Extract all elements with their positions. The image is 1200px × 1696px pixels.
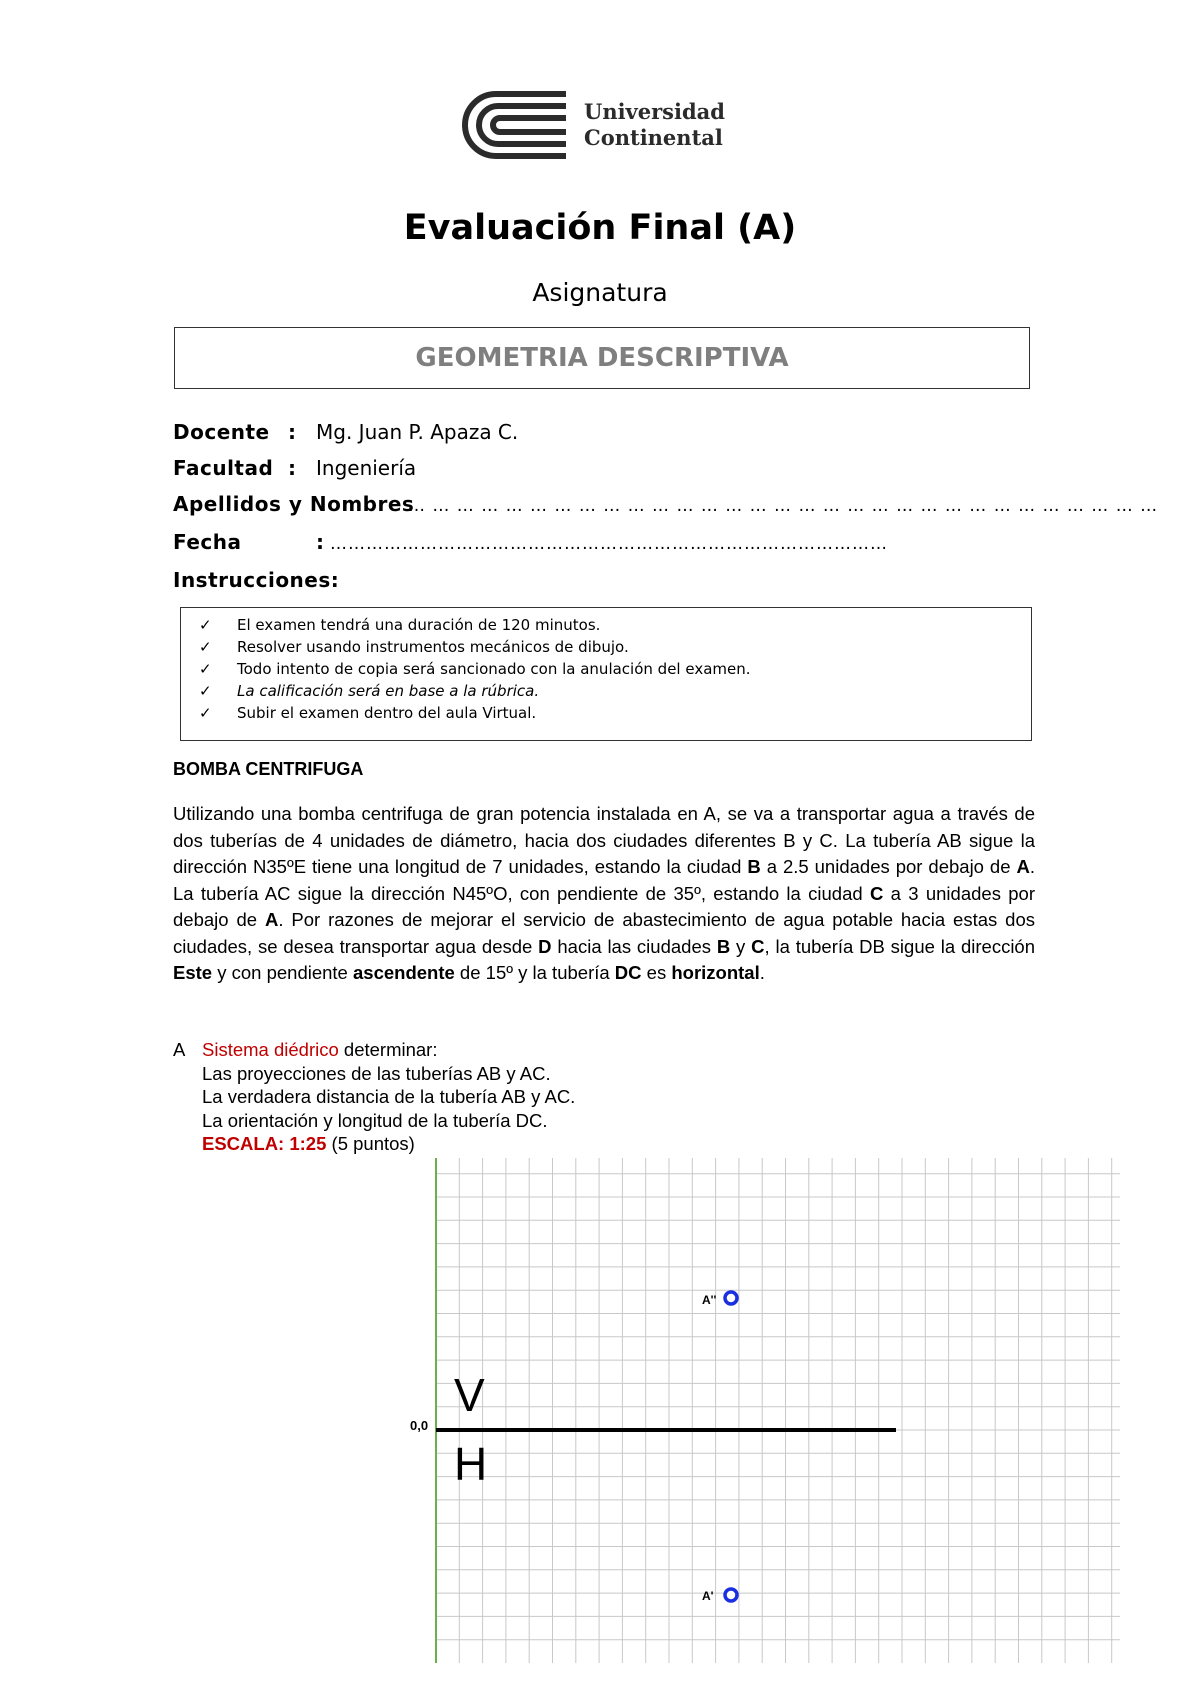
- facultad-label: Facultad: [173, 456, 274, 480]
- docente-colon: :: [288, 420, 296, 444]
- logo-text-line1: Universidad: [584, 99, 725, 124]
- instruction-item: ✓ Todo intento de copia será sancionado con la anulación del examen.: [199, 660, 751, 678]
- instruction-item: ✓ El examen tendrá una duración de 120 minutos.: [199, 616, 601, 634]
- origin-label: 0,0: [410, 1418, 429, 1433]
- check-icon: ✓: [199, 616, 212, 634]
- check-icon: ✓: [199, 704, 212, 722]
- dihedral-diagram: [410, 1158, 1120, 1663]
- page-subtitle: Asignatura: [532, 278, 668, 307]
- instrucciones-label: Instrucciones:: [173, 568, 340, 592]
- point-label-a-horizontal: A': [702, 1589, 714, 1603]
- facultad-value: Ingeniería: [316, 456, 417, 480]
- instruction-item: ✓ Subir el examen dentro del aula Virtual.: [199, 704, 537, 722]
- check-icon: ✓: [199, 638, 212, 656]
- docente-label: Docente: [173, 420, 270, 444]
- section-heading: BOMBA CENTRIFUGA: [173, 759, 364, 779]
- diagram-canvas: [410, 1158, 1120, 1663]
- university-logo: [466, 90, 746, 160]
- fecha-colon: :: [316, 530, 324, 554]
- docente-value: Mg. Juan P. Apaza C.: [316, 420, 519, 444]
- v-label: V: [454, 1369, 485, 1421]
- facultad-colon: :: [288, 456, 296, 480]
- question-a-item: La verdadera distancia de la tubería AB y AC.: [202, 1086, 576, 1107]
- point-a-horizontal: [725, 1589, 737, 1601]
- question-a: [173, 1038, 575, 1156]
- logo-text-line2: Continental: [584, 125, 723, 150]
- instruction-item: ✓ La calificación será en base a la rúbrica.: [199, 682, 540, 700]
- nombres-dots: … … … … … … … … … … … … … … … … … … … … … … … … … … … … … … …: [408, 496, 1159, 516]
- logo-mark-icon: [466, 90, 576, 160]
- instruction-item: ✓ Resolver usando instrumentos mecánicos de dibujo.: [199, 638, 629, 656]
- problem-statement: Utilizando una bomba centrifuga de gran potencia instalada en A, se va a transportar agua a través de dos tuberías de 4 unidades de diámetro, hacia dos ciudades diferentes B y C. La tubería AB sigue la dirección N35ºE tiene una longitud de 7 unidades, estando la ciudad B a 2.5 unidades por debajo de A. La tubería AC sigue la dirección N45ºO, con pendiente de 35º, estando la ciudad C a 3 unidades por debajo de A. Por razones de mejorar el servicio de abastecimiento de agua potable hacia estas dos ciudades, se desea transportar agua desde D hacia las ciudades B y C, la tubería DB sigue la dirección Este y con pendiente ascendente de 15º y la tubería DC es horizontal.: [173, 803, 1036, 983]
- question-a-header: A Sistema diédrico determinar:: [173, 1039, 438, 1060]
- fecha-label: Fecha: [173, 530, 242, 554]
- fecha-dots: …………………………………………………………………………………: [330, 534, 888, 554]
- instructions-box: [180, 607, 1032, 741]
- question-a-item: Las proyecciones de las tuberías AB y AC.: [202, 1062, 551, 1084]
- point-a-frontal: [725, 1292, 737, 1304]
- check-icon: ✓: [199, 660, 212, 678]
- nombres-label: Apellidos y Nombres: [173, 492, 415, 516]
- page-title: Evaluación Final (A): [403, 208, 797, 248]
- question-a-item: La orientación y longitud de la tubería DC.: [202, 1109, 548, 1131]
- question-a-scale: ESCALA: 1:25 (5 puntos): [202, 1133, 415, 1154]
- point-label-a-frontal: A'': [702, 1293, 717, 1307]
- subject-box: GEOMETRIA DESCRIPTIVA: [174, 327, 1030, 389]
- h-label: H: [454, 1438, 488, 1490]
- grid-lines: [436, 1158, 1120, 1663]
- check-icon: ✓: [199, 682, 212, 700]
